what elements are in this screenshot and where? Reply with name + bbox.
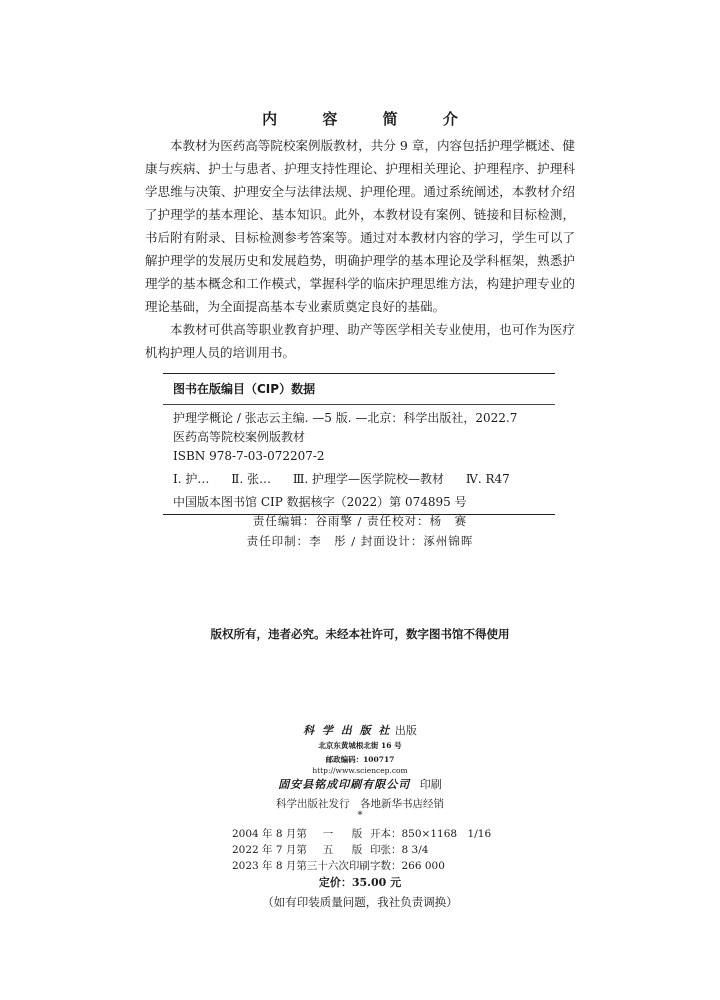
cip-divider [163,404,555,405]
quality-note: （如有印装质量问题，我社负责调换） [262,895,458,909]
summary-heading: 内 容 简 介 [262,110,478,128]
printing-edition: 五 [322,844,334,856]
printer-line [0,776,720,792]
summary-paragraph-2: 本教材可供高等职业教育护理、助产等医学相关专业使用，也可作为医疗机构护理人员的培训用书。 [145,322,575,360]
cip-title: 图书在版编目（CIP）数据 [173,382,316,396]
publisher-line [0,722,720,738]
publisher-url: http://www.sciencep.com [312,766,408,775]
printing-date: 2022 年 7 月第 [232,844,307,856]
separator-star: * [357,810,363,821]
printer-suffix: 印刷 [419,778,442,791]
cip-record: 中国版本图书馆 CIP 数据核字（2022）第 074895 号 [173,495,467,509]
cip-classification [163,470,555,489]
cip-line-2: 医药高等院校案例版教材 [173,430,306,444]
printing-edition: 一 [322,828,334,840]
copyright-notice: 版权所有，违者必究。未经本社许可，数字图书馆不得使用 [210,627,510,641]
cip-class-2: Ⅱ. 张… [231,472,271,486]
printing-spec: 开本：850×1168 1/16 [370,828,492,840]
printer-name: 固安县铭成印刷有限公司 [278,778,411,791]
publisher-suffix: 出版 [394,724,417,737]
summary-paragraph-1: 本教材为医药高等院校案例版教材，共分 9 章，内容包括护理学概述、健康与疾病、护士与患者、护理支持性理论、护理相关理论、护理程序、护理科学思维与决策、护理安全与法律法规、护理伦理。通过系统阐述，本教材介绍了护理学的基本理论、基本知识。此外，本教材设有案例、链接和目标检测，书后附有附录、目标检测参考答案等。通过对本教材内容的学习，学生可以了解护理学的发展历史和发展趋势，明确护理学的基本理论及学科框架，熟悉护理学的基本概念和工作模式，掌握科学的临床护理思维方法，构建护理专业的理论基础，为全面提高基本专业素质奠定良好的基础。 [145,138,575,314]
printing-date: 2023 年 8 月第三十六次印刷 [232,860,370,872]
cip-class-4: Ⅳ. R47 [465,472,510,486]
staff-line-2: 责任印制：李 彤 / 封面设计：涿州锦晖 [246,534,474,548]
distribution-line: 科学出版社发行 各地新华书店经销 [276,798,444,810]
cip-line-1: 护理学概论 / 张志云主编. —5 版. —北京：科学出版社，2022.7 [173,411,518,425]
printing-kind: 版 [351,844,363,856]
publisher-postcode: 邮政编码：100717 [325,755,395,764]
printing-date: 2004 年 8 月第 [232,828,307,840]
cip-isbn: ISBN 978-7-03-072207-2 [173,449,325,463]
cip-class-3: Ⅲ. 护理学—医学院校—教材 [292,472,445,486]
summary-body [145,134,575,364]
publisher-address: 北京东黄城根北街 16 号 [318,741,402,750]
printing-row-1 [232,826,491,841]
price: 定价：35.00 元 [318,876,402,889]
publisher-name: 科 学 出 版 社 [303,724,392,737]
cip-block [163,373,555,515]
printing-spec: 字数：266 000 [370,860,445,872]
printing-spec: 印张：8 3/4 [370,844,429,856]
staff-line-1: 责任编辑：谷雨擎 / 责任校对：杨 赛 [252,514,468,528]
printing-row-3 [232,858,445,873]
printing-row-2 [232,842,428,857]
printing-kind: 版 [351,828,363,840]
cip-class-1: Ⅰ. 护… [173,472,210,486]
